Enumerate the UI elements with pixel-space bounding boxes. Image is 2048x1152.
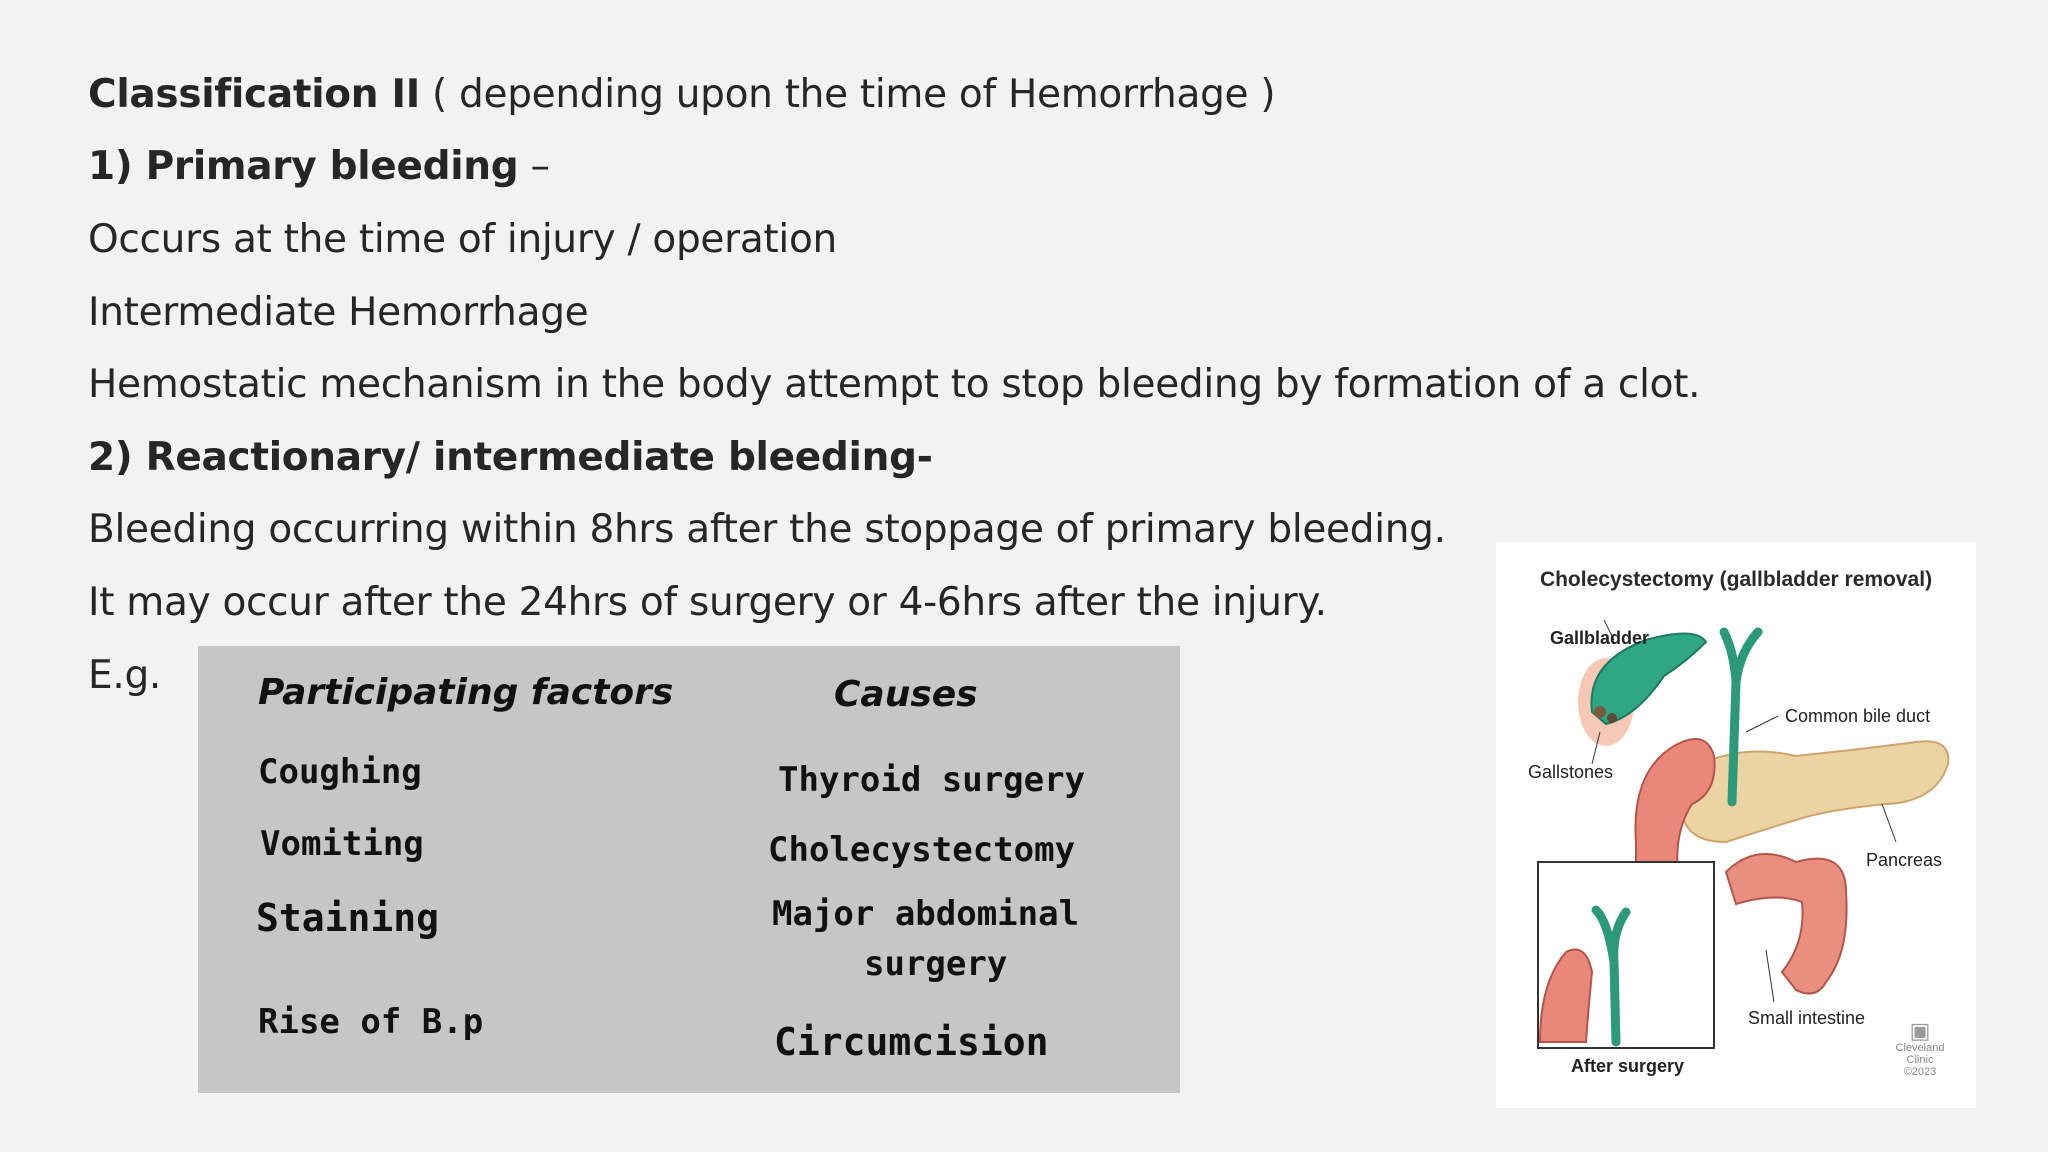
intermediate-hemorrhage-text: Intermediate Hemorrhage — [88, 290, 589, 335]
factor-item: Rise of B.p — [258, 1002, 484, 1042]
heading-bold: Classification II — [88, 72, 420, 117]
cholecystectomy-illustration — [1496, 542, 1976, 1108]
reactionary-description-1: Bleeding occurring within 8hrs after the stoppage of primary bleeding. — [88, 507, 1446, 552]
factor-item: Staining — [256, 896, 440, 940]
cause-item: Circumcision — [774, 1020, 1049, 1064]
label-small-intestine: Small intestine — [1748, 1008, 1866, 1028]
logo-text: Clinic — [1906, 1054, 1934, 1066]
cause-item: Thyroid surgery — [778, 760, 1086, 800]
hemostatic-text: Hemostatic mechanism in the body attempt to stop bleeding by formation of a clot. — [88, 362, 1701, 407]
label-common-bile-duct: Common bile duct — [1785, 706, 1931, 726]
primary-title: 1) Primary bleeding — [88, 144, 519, 189]
primary-dash: – — [518, 144, 550, 189]
heading-rest: ( depending upon the time of Hemorrhage ) — [419, 72, 1276, 117]
cause-item: surgery — [864, 944, 1008, 984]
example-label: E.g. — [88, 653, 161, 698]
factor-item: Coughing — [258, 752, 422, 792]
reactionary-description-2: It may occur after the 24hrs of surgery or 4-6hrs after the injury. — [88, 580, 1327, 625]
logo-text: Cleveland — [1895, 1042, 1945, 1054]
cause-item: Cholecystectomy — [768, 830, 1076, 870]
logo-copyright: ©2023 — [1903, 1066, 1937, 1078]
factors-header: Participating factors — [258, 672, 674, 713]
causes-header: Causes — [834, 674, 978, 715]
reactionary-bleeding-title: 2) Reactionary/ intermediate bleeding- — [88, 435, 933, 480]
primary-description: Occurs at the time of injury / operation — [88, 217, 837, 262]
factors-causes-table — [198, 646, 1180, 1093]
label-gallstones: Gallstones — [1528, 762, 1614, 782]
factor-item: Vomiting — [260, 824, 424, 864]
label-gallbladder: Gallbladder — [1550, 628, 1650, 648]
clinic-cross-icon: ▣ — [1909, 1018, 1931, 1043]
cause-item: Major abdominal — [772, 894, 1080, 934]
label-after-surgery: After surgery — [1571, 1056, 1685, 1076]
primary-bleeding-title — [88, 142, 550, 192]
illustration-title: Cholecystectomy (gallbladder removal) — [1539, 568, 1933, 591]
slide-heading — [88, 70, 1275, 120]
cleveland-clinic-logo — [1890, 1020, 1950, 1078]
label-pancreas: Pancreas — [1866, 850, 1943, 870]
